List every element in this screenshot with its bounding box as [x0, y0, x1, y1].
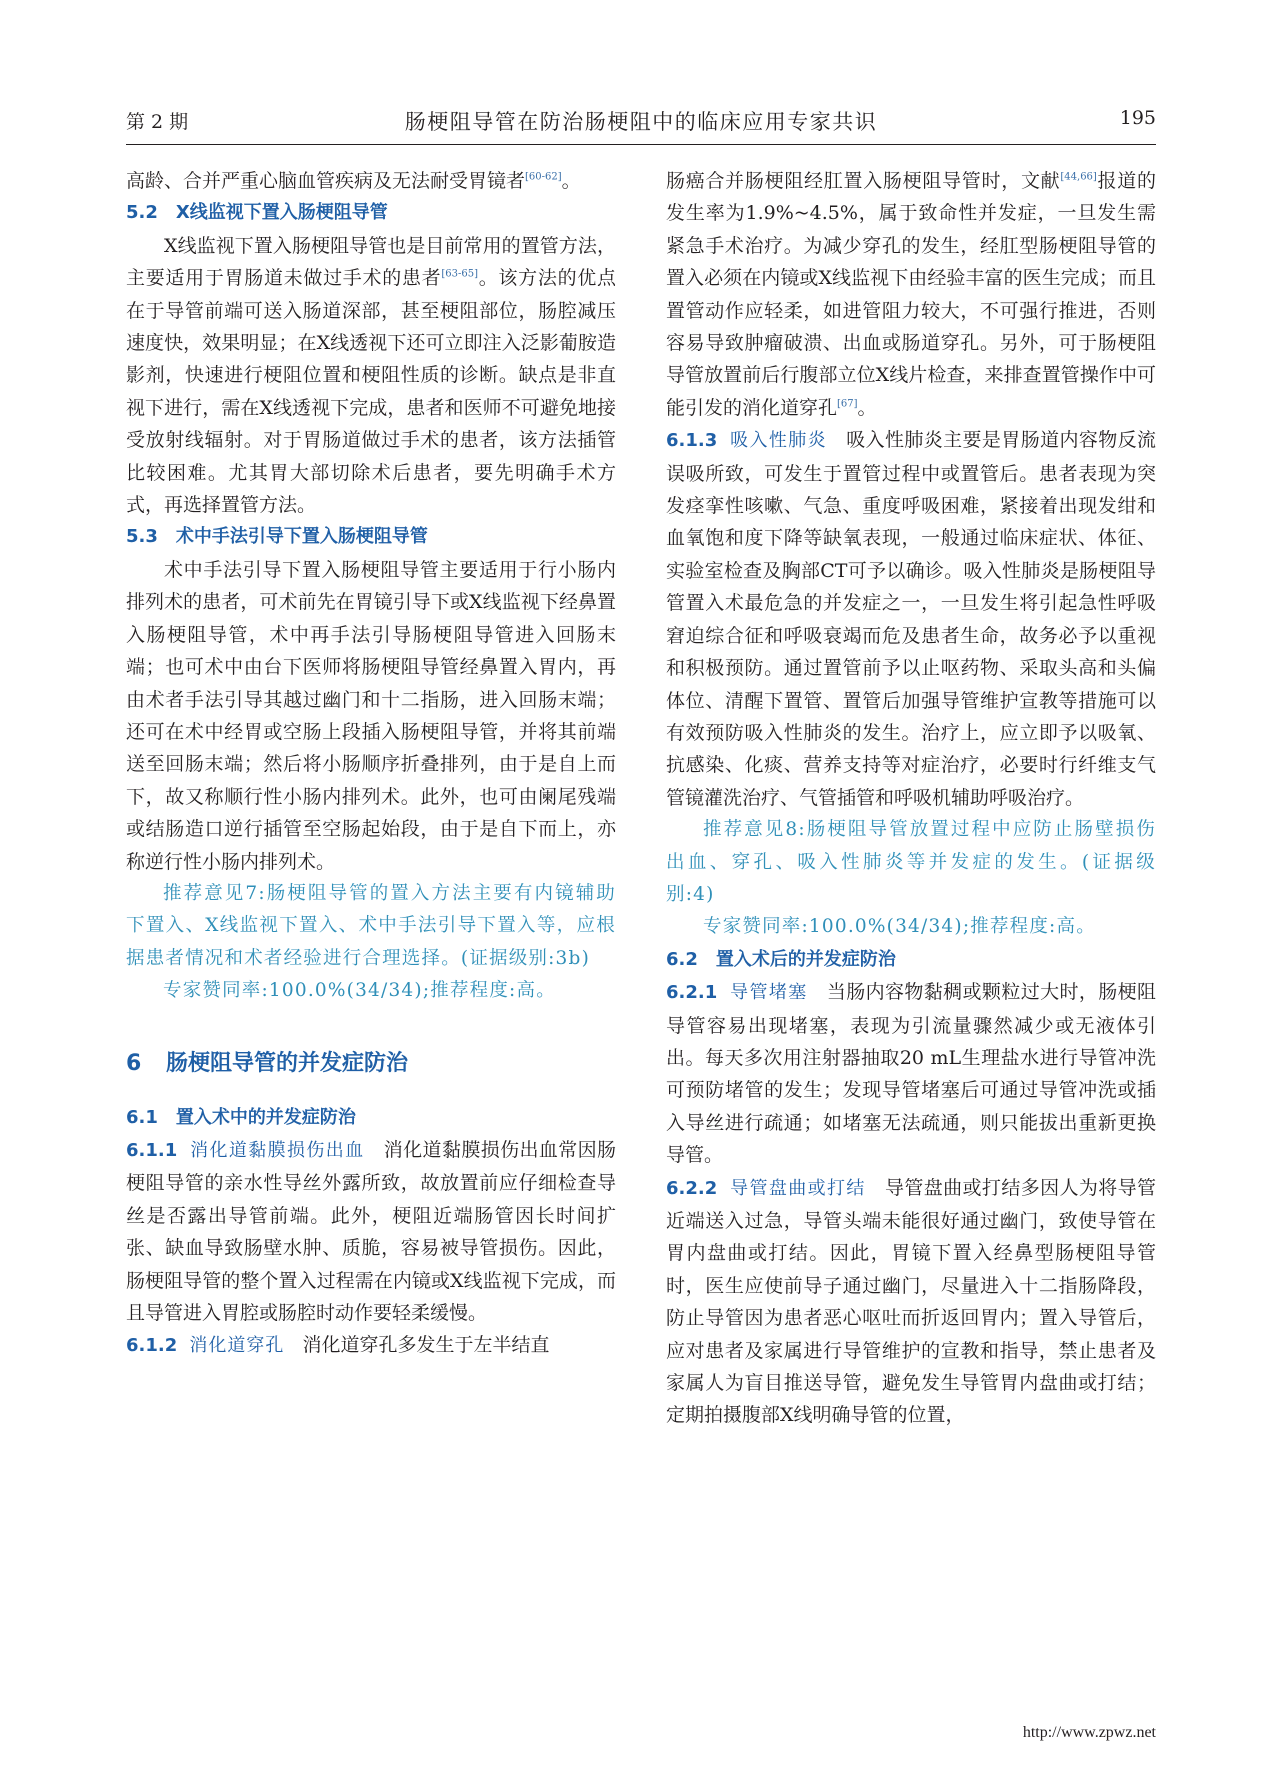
paragraph-5-3: 术中手法引导下置入肠梗阻导管主要适用于行小肠内排列术的患者，可术前先在胃镜引导下或X线监视下经鼻置入肠梗阻导管，术中再手法引导肠梗阻导管进入回肠末端；也可术中由台下医师将肠梗阻导管经鼻置入胃内，再由术者手法引导其越过幽门和十二指肠，进入回肠末端；还可在术中经胃或空肠上段插入肠梗阻导管，并将其前端送至回肠末端；然后将小肠顺序折叠排列，由于是自上而下，故又称顺行性小肠内排列术。此外，也可由阑尾残端或结肠造口逆行插管至空肠起始段，由于是自下而上，亦称逆行性小肠内排列术。 [126, 558, 616, 873]
text-run: X线监视下置入肠梗阻导管也是目前常用的置管方法，主要适用于胃肠道未做过手术的患者 [126, 234, 616, 290]
paragraph-5-2 [126, 230, 616, 522]
paragraph-6-2-2 [666, 1172, 1156, 1432]
subsection-number: 6.2.2 [666, 1177, 718, 1199]
text-run: 。该方法的优点在于导管前端可送入肠道深部，甚至梗阻部位，肠腔减压速度快，效果明显；在X线透视下还可立即注入泛影葡胺造影剂，快速进行梗阻位置和梗阻性质的诊断。缺点是非直视下进行，需在X线透视下完成，患者和医师不可避免地接受放射线辐射。对于胃肠道做过手术的患者，该方法插管比较困难。尤其胃大部切除术后患者，要先明确手术方式，再选择置管方法。 [126, 267, 616, 517]
paragraph-perforation-cont [666, 165, 1156, 424]
spacer [126, 1080, 616, 1102]
text-run: 。 [857, 396, 877, 419]
citation-link[interactable]: [44,66] [1060, 171, 1097, 183]
section-heading-5-2: 5.2 X线监视下置入肠梗阻导管 [126, 202, 388, 224]
footer-url[interactable]: http://www.zpwz.net [1022, 1724, 1156, 1741]
section-number: 6 [126, 1050, 142, 1076]
issue-number: 第 2 期 [126, 111, 189, 133]
text-run: 吸入性肺炎主要是胃肠道内容物反流误吸所致，可发生于置管过程中或置管后。患者表现为突发痉挛性咳嗽、气急、重度呼吸困难，紧接着出现发绀和血氧饱和度下降等缺氧表现，一般通过临床症状、体征、实验室检查及胸部CT可予以确诊。吸入性肺炎是肠梗阻导管置入术最危急的并发症之一，一旦发生将引起急性呼吸窘迫综合征和呼吸衰竭而危及患者生命，故务必予以重视和积极预防。通过置管前予以止呕药物、采取头高和头偏体位、清醒下置管、置管后加强导管维护宣教等措施可以有效预防吸入性肺炎的发生。治疗上，应立即予以吸氧、抗感染、化痰、营养支持等对症治疗，必要时行纤维支气管镜灌洗治疗、气管插管和呼吸机辅助呼吸治疗。 [666, 429, 1156, 809]
section-heading-5-3: 5.3 术中手法引导下置入肠梗阻导管 [126, 526, 428, 548]
subsection-title: 消化道黏膜损伤出血 [190, 1139, 365, 1161]
section-heading-6 [126, 1048, 616, 1080]
section-heading-6-1: 6.1 置入术中的并发症防治 [126, 1106, 356, 1128]
recommendation-7: 推荐意见7:肠梗阻导管的置入方法主要有内镜辅助下置入、X线监视下置入、术中手法引导下置入等，应根据患者情况和术者经验进行合理选择。(证据级别:3b) [126, 882, 616, 969]
text-run: 消化道穿孔多发生于左半结直 [302, 1334, 550, 1357]
subsection-title: 消化道穿孔 [189, 1335, 285, 1357]
text-run: 消化道黏膜损伤出血常因肠梗阻导管的亲水性导丝外露所致，故放置前应仔细检查导丝是否露出导管前端。此外，梗阻近端肠管因长时间扩张、缺血导致肠壁水肿、质脆，容易被导管损伤。因此，肠梗阻导管的整个置入过程需在内镜或X线监视下完成，而且导管进入胃腔或肠腔时动作要轻柔缓慢。 [126, 1138, 616, 1324]
paragraph-contraindication [126, 165, 616, 197]
subsection-title: 导管盘曲或打结 [730, 1177, 866, 1199]
subsection-title: 导管堵塞 [730, 982, 808, 1004]
text-run: 当肠内容物黏稠或颗粒过大时，肠梗阻导管容易出现堵塞，表现为引流量骤然减少或无液体引出。每天多次用注射器抽取20 mL生理盐水进行导管冲洗可预防堵管的发生；发现导管堵塞后可通过导管冲洗或插入导丝进行疏通；如堵塞无法疏通，则只能拔出重新更换导管。 [666, 981, 1156, 1167]
running-header [126, 104, 1156, 145]
paragraph-6-1-3 [666, 424, 1156, 814]
section-title: 肠梗阻导管的并发症防治 [166, 1050, 409, 1076]
text-run: 导管盘曲或打结多因人为将导管近端送入过急，导管头端未能很好通过幽门，致使导管在胃内盘曲或打结。因此，胃镜下置入经鼻型肠梗阻导管时，医生应使前导子通过幽门，尽量进入十二指肠降段，防止导管因为患者恶心呕吐而折返回胃内；置入导管后，应对患者及家属进行导管维护的宣教和指导，禁止患者及家属人为盲目推送导管，避免发生导管胃内盘曲或打结；定期拍摄腹部X线明确导管的位置， [666, 1176, 1156, 1427]
subsection-title: 吸入性肺炎 [730, 430, 827, 452]
section-heading-6-2: 6.2 置入术后的并发症防治 [666, 948, 896, 970]
subsection-number: 6.1.1 [126, 1139, 178, 1161]
text-run: 。 [561, 170, 581, 192]
subsection-number: 6.2.1 [666, 982, 718, 1004]
citation-link[interactable]: [63-65] [441, 268, 479, 280]
left-column [126, 165, 616, 1363]
citation-link[interactable]: [60-62] [525, 171, 562, 183]
running-title: 肠梗阻导管在防治肠梗阻中的临床应用专家共识 [404, 110, 878, 134]
text-run: 肠癌合并肠梗阻经肛置入肠梗阻导管时，文献 [666, 170, 1061, 192]
subsection-number: 6.1.3 [666, 430, 718, 452]
paragraph-6-1-2 [126, 1329, 616, 1362]
spacer [126, 1008, 616, 1048]
right-column [666, 165, 1156, 1432]
page-number: 195 [1119, 107, 1156, 129]
subsection-number: 6.1.2 [126, 1335, 178, 1357]
text-run: 报道的发生率为1.9%~4.5%，属于致命性并发症，一旦发生需紧急手术治疗。为减少穿孔的发生，经肛型肠梗阻导管的置入必须在内镜或X线监视下由经验丰富的医生完成；而且置管动作应轻柔，如进管阻力较大，不可强行推进，否则容易导致肿瘤破溃、出血或肠道穿孔。另外，可于肠梗阻导管放置前后行腹部立位X线片检查，来排查置管操作中可能引发的消化道穿孔 [666, 170, 1156, 419]
recommendation-8: 推荐意见8:肠梗阻导管放置过程中应防止肠壁损伤出血、穿孔、吸入性肺炎等并发症的发生。(证据级别:4) [666, 819, 1156, 905]
text-run: 高龄、合并严重心脑血管疾病及无法耐受胃镜者 [126, 170, 526, 192]
recommendation-8-agreement: 专家赞同率:100.0%(34/34);推荐程度:高。 [703, 916, 1096, 938]
citation-link[interactable]: [67] [837, 398, 858, 410]
paragraph-6-2-1 [666, 976, 1156, 1171]
recommendation-7-agreement: 专家赞同率:100.0%(34/34);推荐程度:高。 [163, 980, 556, 1002]
paragraph-6-1-1 [126, 1134, 616, 1329]
